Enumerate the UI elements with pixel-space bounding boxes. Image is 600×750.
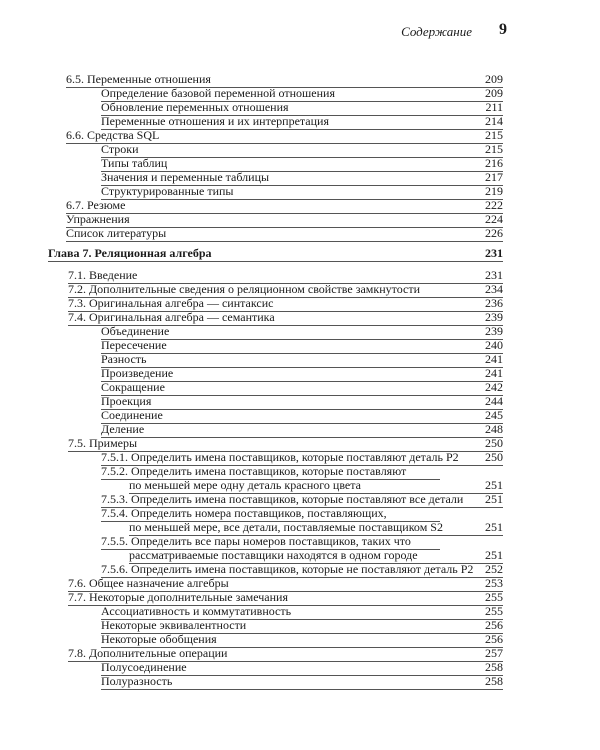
toc-entry-title: Определение базовой переменной отношения (101, 86, 335, 100)
toc-entry-title: 7.8. Дополнительные операции (68, 646, 228, 660)
page-number: 9 (499, 21, 507, 38)
toc-entry-page: 244 (485, 394, 503, 408)
toc-entry-title: Произведение (101, 366, 174, 380)
toc-entry-page: 209 (485, 86, 503, 100)
toc-rule (101, 395, 503, 396)
toc-entry-page: 222 (485, 198, 503, 212)
toc-entry-page: 251 (485, 548, 503, 562)
toc-entry-page: 239 (485, 324, 503, 338)
toc-rule (101, 423, 503, 424)
toc-entry-page: 241 (485, 366, 503, 380)
toc-entry-title: по меньшей мере, все детали, поставляемые поставщиком S2 (129, 520, 443, 534)
toc-entry-page: 215 (485, 128, 503, 142)
toc-entry-title: Некоторые эквивалентности (101, 618, 247, 632)
toc-entry-title: по меньшей мере одну деталь красного цвета (129, 478, 361, 492)
toc-entry-page: 217 (485, 170, 503, 184)
toc-rule (101, 437, 503, 438)
toc-rule (101, 353, 503, 354)
toc-entry-title: Типы таблиц (101, 156, 168, 170)
toc-entry-title: Деление (101, 422, 145, 436)
toc-entry-page: 251 (485, 492, 503, 506)
toc-entry-title: 7.4. Оригинальная алгебра — семантика (68, 310, 275, 324)
toc-entry-page: 231 (485, 246, 503, 260)
toc-entry-page: 252 (485, 562, 503, 576)
toc-entry-page: 248 (485, 422, 503, 436)
toc-entry-page: 258 (485, 660, 503, 674)
toc-entry-page: 236 (485, 296, 503, 310)
toc-entry-title: Ассоциативность и коммутативность (101, 604, 292, 618)
toc-entry-title: 7.5.6. Определить имена поставщиков, которые не поставляют деталь Р2 (101, 562, 474, 576)
toc-entry-title: 7.6. Общее назначение алгебры (68, 576, 229, 590)
toc-entry-title: 7.1. Введение (68, 268, 138, 282)
toc-entry-title: Полусоединение (101, 660, 187, 674)
toc-entry-title: Список литературы (66, 226, 167, 240)
toc-entry-title: 7.7. Некоторые дополнительные замечания (68, 590, 288, 604)
toc-entry-title: 6.6. Средства SQL (66, 128, 160, 142)
toc-entry-page: 234 (485, 282, 503, 296)
toc-entry-page: 209 (485, 72, 503, 86)
toc-entry-title: Проекция (101, 394, 152, 408)
toc-entry-title: Пересечение (101, 338, 167, 352)
toc-rule (66, 241, 503, 242)
toc-entry-title: Соединение (101, 408, 163, 422)
toc-entry-page: 226 (485, 226, 503, 240)
toc-entry-page: 250 (485, 450, 503, 464)
toc-entry-title: Глава 7. Реляционная алгебра (48, 246, 212, 260)
toc-entry-title: Упражнения (66, 212, 130, 226)
toc-entry-page: 242 (485, 380, 503, 394)
toc-entry-page: 214 (485, 114, 503, 128)
toc-rule (101, 199, 503, 200)
toc-rule (48, 261, 503, 262)
toc-entry-page: 231 (485, 268, 503, 282)
toc-entry-title: 7.5.4. Определить номера поставщиков, поставляющих, (101, 506, 387, 520)
toc-entry-page: 255 (485, 604, 503, 618)
toc-entry-title: Обновление переменных отношения (101, 100, 289, 114)
toc-entry-page: 256 (485, 632, 503, 646)
toc-entry-page: 251 (485, 520, 503, 534)
toc-rule (101, 129, 503, 130)
running-title: Содержание (401, 24, 472, 39)
toc-entry-page: 216 (485, 156, 503, 170)
toc-entry-page: 240 (485, 338, 503, 352)
toc-entry-title: Разность (101, 352, 147, 366)
toc-entry-title: Некоторые обобщения (101, 632, 217, 646)
toc-rule (101, 689, 503, 690)
toc-entry-title: 7.5. Примеры (68, 436, 138, 450)
toc-entry-page: 239 (485, 310, 503, 324)
toc-entry-page: 250 (485, 436, 503, 450)
toc-entry-title: 7.5.2. Определить имена поставщиков, которые поставляют (101, 464, 407, 478)
toc-entry-title: 7.2. Дополнительные сведения о реляционном свойстве замкнутости (68, 282, 421, 296)
toc-entry-title: Структурированные типы (101, 184, 234, 198)
toc-entry-page: 215 (485, 142, 503, 156)
toc-entry-title: Полуразность (101, 674, 173, 688)
toc-entry-title: 7.5.3. Определить имена поставщиков, которые поставляют все детали (101, 492, 464, 506)
toc-entry-page: 224 (485, 212, 503, 226)
toc-entry-page: 245 (485, 408, 503, 422)
toc-entry-title: Строки (101, 142, 139, 156)
toc-entry-page: 211 (485, 100, 503, 114)
toc-entry-title: рассматриваемые поставщики находятся в одном городе (129, 548, 418, 562)
toc-entry-page: 256 (485, 618, 503, 632)
toc-entry-page: 258 (485, 674, 503, 688)
toc-entry-title: Сокращение (101, 380, 165, 394)
toc-entry-title: 7.5.5. Определить все пары номеров поставщиков, таких что (101, 534, 411, 548)
toc-entry-title: 6.5. Переменные отношения (66, 72, 211, 86)
toc-entry-title: 6.7. Резюме (66, 198, 126, 212)
toc-entry-page: 251 (485, 478, 503, 492)
toc-entry-page: 257 (485, 646, 503, 660)
toc-entry-page: 219 (485, 184, 503, 198)
toc-entry-title: 7.5.1. Определить имена поставщиков, которые поставляют деталь Р2 (101, 450, 459, 464)
toc-rule (66, 213, 503, 214)
toc-entry-title: Значения и переменные таблицы (101, 170, 270, 184)
toc-entry-page: 253 (485, 576, 503, 590)
toc-entry-title: 7.3. Оригинальная алгебра — синтаксис (68, 296, 274, 310)
toc-entry-title: Объединение (101, 324, 170, 338)
toc-entry-page: 241 (485, 352, 503, 366)
toc-entry-title: Переменные отношения и их интерпретация (101, 114, 329, 128)
toc-entry-page: 255 (485, 590, 503, 604)
